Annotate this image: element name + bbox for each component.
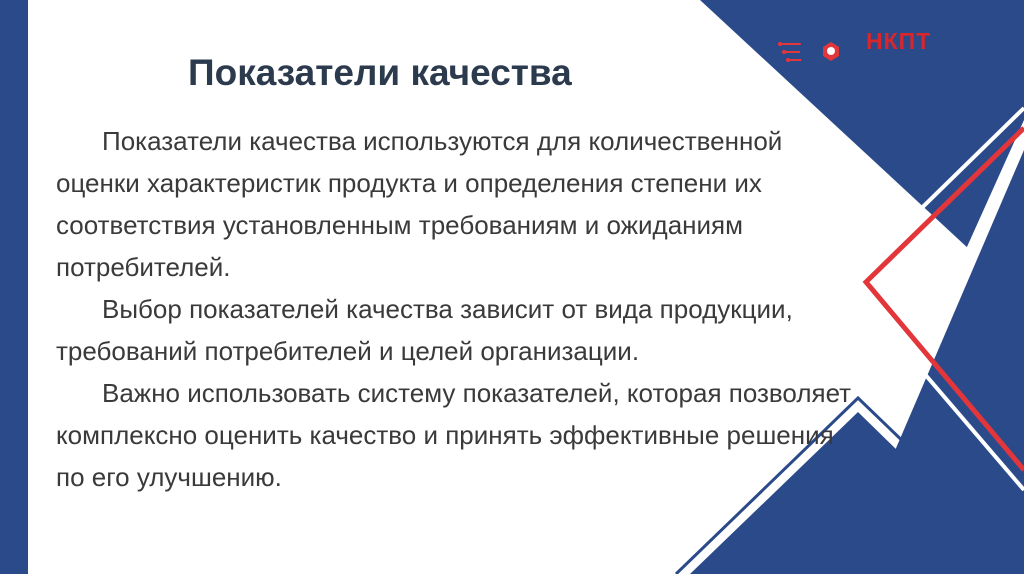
logo-subtitle-line1: НОВОСИБИРСКИЙ КОЛЛЕДЖ [866,59,952,65]
slide-title: Показатели качества [188,52,572,93]
college-logo [778,14,998,92]
paragraph-2: Выбор показателей качества зависит от вида продукции, требований потребителей и целей организации. [56,294,793,366]
logo-name: НКПТ [866,28,932,54]
paragraph-1: Показатели качества используются для количественной оценки характеристик продукта и определения степени их соответствия установленным требованиям и ожиданиям потребителей. [56,126,783,282]
gear-logo-icon [778,14,862,90]
paragraph-3: Важно использовать систему показателей, которая позволяет комплексно оценить качество и принять эффективные решения по его улучшению. [56,378,852,492]
logo-subtitle-line2: ПРОМЫШЛЕННЫХ ТЕХНОЛОГИЙ [866,67,964,73]
slide-body [56,120,866,498]
logo-subtitle [866,58,986,74]
